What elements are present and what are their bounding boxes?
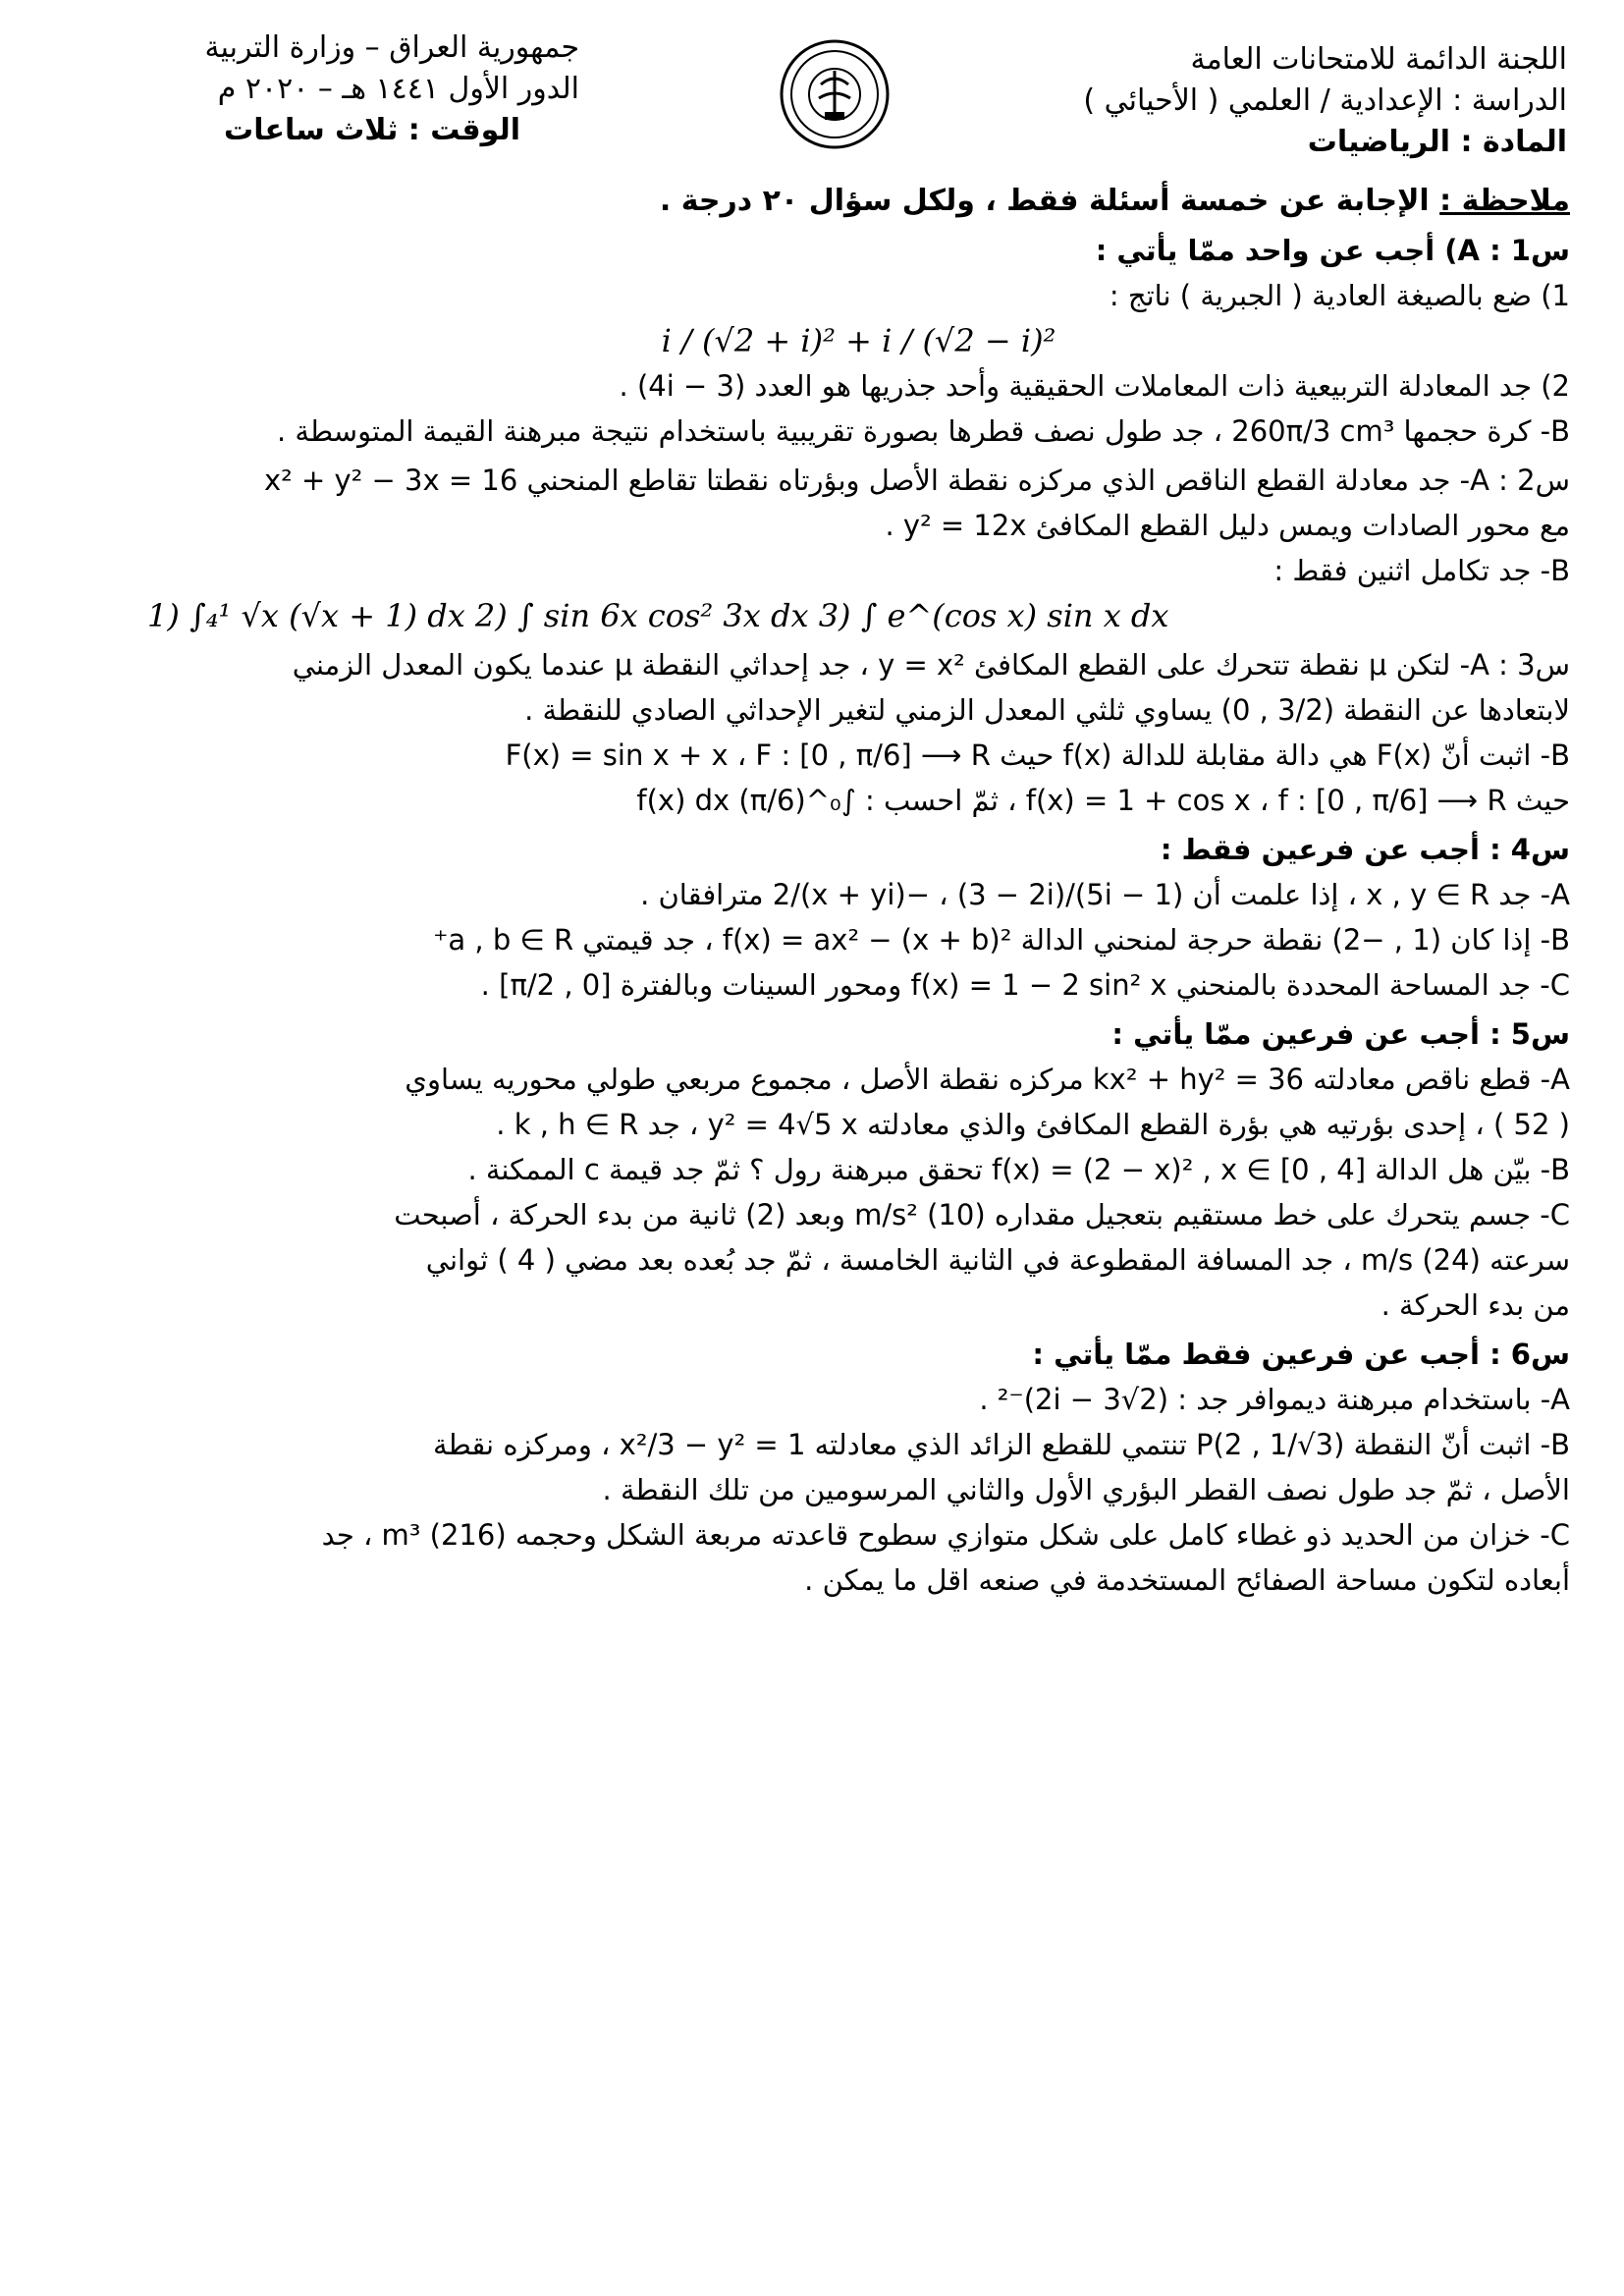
question-3	[147, 645, 1570, 820]
subject: المادة : الرياضيات	[1307, 125, 1567, 159]
study-branch: الدراسة : الإعدادية / العلمي ( الأحيائي )	[1083, 83, 1567, 118]
exam-body	[147, 162, 1570, 1606]
q1-head: س1 : A) أجب عن واحد ممّا يأتي :	[1095, 234, 1570, 267]
q4-b: B- إذا كان (1 , −2) نقطة حرجة لمنحني الدالة f(x) = ax² − (x + b)² ، جد قيمتي a , b ∈ R⁺	[433, 923, 1570, 957]
q5-b: B- بيّن هل الدالة f(x) = (2 − x)² , x ∈ [0 , 4] تحقق مبرهنة رول ؟ ثمّ جد قيمة c الممكنة .	[467, 1153, 1570, 1186]
q3-a-cont: لابتعادها عن النقطة (3/2 , 0) يساوي ثلثي المعدل الزمني لتغير الإحداثي الصادي للنقطة .	[524, 693, 1570, 727]
header-left	[108, 27, 579, 151]
q6-head: س6 : أجب عن فرعين فقط ممّا يأتي :	[1032, 1338, 1570, 1371]
q5-a-cont: ( 52 ) ، إحدى بؤرتيه هي بؤرة القطع المكافئ والذي معادلته y² = 4√5 x ، جد k , h ∈ R .	[496, 1108, 1570, 1141]
q2-b: B- جد تكامل اثنين فقط :	[1273, 554, 1570, 587]
exam-note	[147, 182, 1570, 221]
question-6	[147, 1335, 1570, 1600]
q6-b: B- اثبت أنّ النقطة P(2 , 1/√3) تنتمي للقطع الزائد الذي معادلته x²/3 − y² = 1 ، ومركزه نقطة	[433, 1428, 1570, 1461]
q2-a-cont: مع محور الصادات ويمس دليل القطع المكافئ y² = 12x .	[885, 509, 1570, 542]
q6-a: A- باستخدام مبرهنة ديموافر جد : (2√3 − 2i)⁻² .	[979, 1383, 1570, 1416]
q6-b-cont: الأصل ، ثمّ جد طول نصف القطر البؤري الأول والثاني المرسومين من تلك النقطة .	[602, 1473, 1570, 1506]
q3-b: B- اثبت أنّ F(x) هي دالة مقابلة للدالة f(x) حيث F(x) = sin x + x ، F : [0 , π/6] ⟶ R	[505, 738, 1570, 772]
q1-b: B- كرة حجمها 260π/3 cm³ ، جد طول نصف قطرها بصورة تقريبية باستخدام نتيجة مبرهنة القيمة المتوسطة .	[277, 414, 1570, 448]
q4-head: س4 : أجب عن فرعين فقط :	[1160, 833, 1570, 866]
question-4	[147, 830, 1570, 1005]
question-1	[147, 231, 1570, 451]
q5-a: A- قطع ناقص معادلته kx² + hy² = 36 مركزه نقطة الأصل ، مجموع مربعي طولي محوريه يساوي	[405, 1063, 1570, 1096]
q2-b-math: 1) ∫₄¹ √x (√x + 1) dx 2) ∫ sin 6x cos² 3x dx 3) ∫ e^(cos x) sin x dx	[147, 597, 1169, 634]
q4-c: C- جد المساحة المحددة بالمنحني f(x) = 1 − 2 sin² x ومحور السينات وبالفترة [0 , π/2] .	[480, 968, 1570, 1002]
header-right	[958, 39, 1567, 163]
ministry-seal-icon	[776, 35, 893, 153]
q5-c: C- جسم يتحرك على خط مستقيم بتعجيل مقداره (10) m/s² وبعد (2) ثانية من بدء الحركة ، أصبحت	[394, 1198, 1570, 1231]
q3-a: س3 : A- لتكن μ نقطة تتحرك على القطع المكافئ y = x² ، جد إحداثي النقطة μ عندما يكون المعدل الزمني	[292, 648, 1570, 682]
q2-a: س2 : A- جد معادلة القطع الناقص الذي مركزه نقطة الأصل وبؤرتاه نقطتا تقاطع المنحني x² + y² − 3x = 16	[263, 464, 1570, 497]
note-text: الإجابة عن خمسة أسئلة فقط ، ولكل سؤال ٢٠ درجة .	[659, 184, 1430, 218]
q5-c-cont2: من بدء الحركة .	[1380, 1288, 1570, 1322]
q3-b-cont: حيث f(x) = 1 + cos x ، f : [0 , π/6] ⟶ R ، ثمّ احسب : ∫₀^(π/6) f(x) dx	[636, 784, 1570, 817]
question-2	[147, 461, 1570, 635]
q5-c-cont: سرعته (24) m/s ، جد المسافة المقطوعة في الثانية الخامسة ، ثمّ جد بُعده بعد مضي ( 4 ) ثواني	[425, 1243, 1570, 1277]
exam-time: الوقت : ثلاث ساعات	[224, 113, 520, 147]
q6-c-cont: أبعاده لتكون مساحة الصفائح المستخدمة في صنعه اقل ما يمكن .	[804, 1563, 1570, 1597]
q1-a2: 2) جد المعادلة التربيعية ذات المعاملات الحقيقية وأحد جذريها هو العدد (3 − 4i) .	[619, 369, 1570, 403]
q6-c: C- خزان من الحديد ذو غطاء كامل على شكل متوازي سطوح قاعدته مربعة الشكل وحجمه (216) m³ ، جد	[321, 1518, 1570, 1552]
exam-session: الدور الأول ١٤٤١ هـ – ٢٠٢٠ م	[217, 72, 579, 106]
committee-name: اللجنة الدائمة للامتحانات العامة	[1190, 42, 1567, 77]
q1-a1-math: i / (√2 + i)² + i / (√2 − i)²	[661, 322, 1056, 359]
country-ministry: جمهورية العراق – وزارة التربية	[204, 30, 579, 65]
exam-header	[0, 18, 1624, 165]
note-label: ملاحظة :	[1439, 184, 1570, 218]
q1-a1: 1) ضع بالصيغة العادية ( الجبرية ) ناتج :	[1109, 279, 1570, 312]
q4-a: A- جد x , y ∈ R ، إذا علمت أن (1 − 5i)/(3 − 2i) ، −2/(x + yi) مترافقان .	[640, 878, 1570, 911]
question-5	[147, 1014, 1570, 1325]
q5-head: س5 : أجب عن فرعين ممّا يأتي :	[1111, 1017, 1570, 1051]
